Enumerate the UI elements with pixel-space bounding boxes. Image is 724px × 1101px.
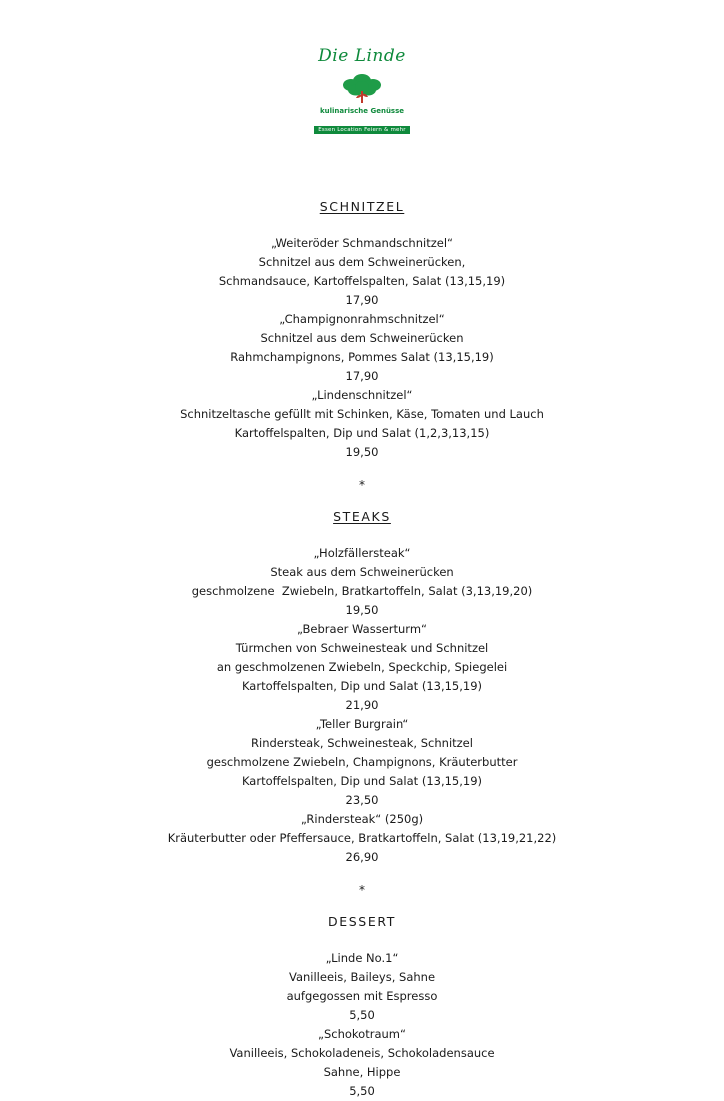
- dish-line: Kartoffelspalten, Dip und Salat (13,15,19): [241, 678, 483, 693]
- dish-line: an geschmolzenen Zwiebeln, Speckchip, Spiegelei: [216, 659, 508, 674]
- menu-section-schnitzel: [0, 199, 724, 462]
- dish-line: geschmolzene Zwiebeln, Bratkartoffeln, Salat (3,13,19,20): [191, 583, 533, 598]
- dish-line: Schnitzel aus dem Schweinerücken,: [258, 254, 466, 269]
- dish-price: 19,50: [345, 444, 379, 459]
- dish-line: Türmchen von Schweinesteak und Schnitzel: [235, 640, 489, 655]
- dish-price: 23,50: [345, 792, 379, 807]
- dish-line: „Holzfällersteak“: [313, 545, 411, 560]
- dish-line: Vanilleeis, Schokoladeneis, Schokoladensauce: [229, 1045, 495, 1060]
- dish-line: „Bebraer Wasserturm“: [297, 621, 427, 636]
- dish-line: Sahne, Hippe: [323, 1064, 401, 1079]
- dish-price: 5,50: [349, 1007, 375, 1022]
- dish-line: Schmandsauce, Kartoffelspalten, Salat (13,15,19): [218, 273, 506, 288]
- dish-line: „Lindenschnitzel“: [311, 387, 413, 402]
- dish-line: Kartoffelspalten, Dip und Salat (1,2,3,13,15): [234, 425, 490, 440]
- section-title: STEAKS: [333, 508, 391, 524]
- dish-line: „Linde No.1“: [325, 950, 399, 965]
- dish-line: „Schokotraum“: [318, 1026, 406, 1041]
- section-title: SCHNITZEL: [319, 198, 405, 214]
- dish-line: aufgegossen mit Espresso: [286, 988, 438, 1003]
- dish-line: Steak aus dem Schweinerücken: [270, 564, 454, 579]
- dish-line: „Champignonrahmschnitzel“: [279, 311, 445, 326]
- menu-section-steaks: [0, 509, 724, 867]
- dish-line: Kräuterbutter oder Pfeffersauce, Bratkartoffeln, Salat (13,19,21,22): [167, 830, 557, 845]
- dish-line: Kartoffelspalten, Dip und Salat (13,15,19): [241, 773, 483, 788]
- restaurant-logo: [302, 48, 422, 135]
- menu-item: [0, 620, 724, 715]
- logo-subtagline: Essen Location Feiern & mehr: [314, 126, 410, 134]
- dish-price: 19,50: [345, 602, 379, 617]
- dish-price: 21,90: [345, 697, 379, 712]
- menu-item: [0, 544, 724, 620]
- section-separator: *: [359, 882, 365, 897]
- section-separator: *: [359, 477, 365, 492]
- menu-content: [0, 199, 724, 1101]
- dish-line: „Weiteröder Schmandschnitzel“: [271, 235, 453, 250]
- menu-section-dessert: [0, 914, 724, 1101]
- dish-price: 26,90: [345, 849, 379, 864]
- menu-item: [0, 715, 724, 810]
- dish-line: Rindersteak, Schweinesteak, Schnitzel: [251, 735, 473, 750]
- menu-item: [0, 234, 724, 310]
- menu-item: [0, 1025, 724, 1101]
- dish-line: geschmolzene Zwiebeln, Champignons, Kräuterbutter: [206, 754, 518, 769]
- dish-line: Rahmchampignons, Pommes Salat (13,15,19): [230, 349, 494, 364]
- tree-icon: [330, 67, 394, 107]
- menu-item: [0, 810, 724, 867]
- dish-price: 17,90: [345, 292, 379, 307]
- menu-item: [0, 310, 724, 386]
- menu-item: [0, 949, 724, 1025]
- dish-line: Schnitzeltasche gefüllt mit Schinken, Käse, Tomaten und Lauch: [180, 406, 544, 421]
- dish-price: 17,90: [345, 368, 379, 383]
- dish-line: „Rindersteak“ (250g): [300, 811, 424, 826]
- dish-line: Schnitzel aus dem Schweinerücken: [260, 330, 464, 345]
- logo-tagline: kulinarische Genüsse: [319, 107, 405, 115]
- dish-price: 5,50: [349, 1083, 375, 1098]
- menu-item: [0, 386, 724, 462]
- dish-line: Vanilleeis, Baileys, Sahne: [288, 969, 436, 984]
- section-title: DESSERT: [328, 913, 396, 929]
- dish-line: „Teller Burgrain“: [315, 716, 409, 731]
- logo-name: Die Linde: [318, 46, 406, 66]
